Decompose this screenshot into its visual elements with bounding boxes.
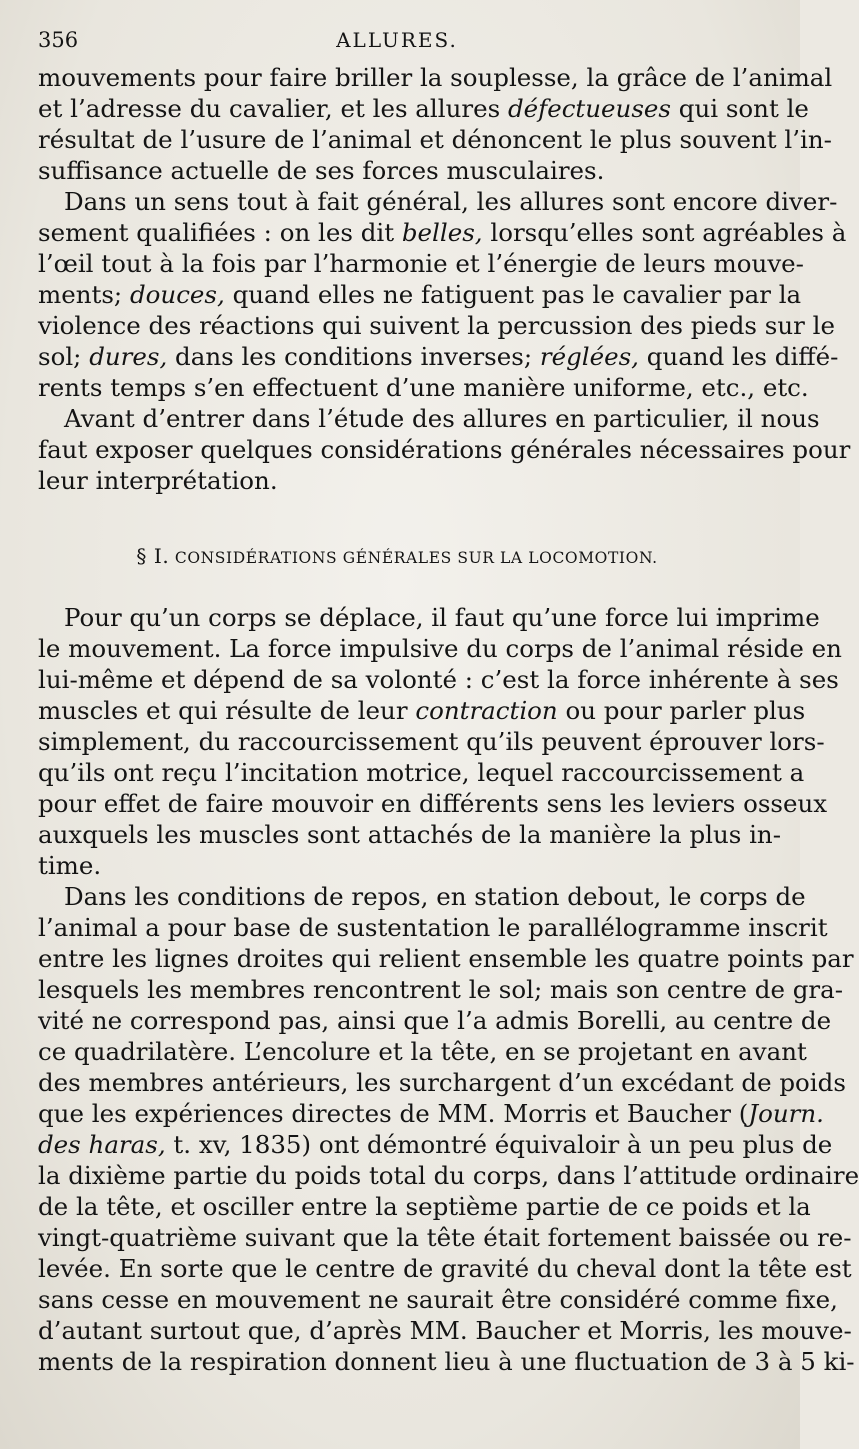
running-head: ALLURES.: [336, 28, 458, 52]
italic-text: belles,: [401, 218, 483, 247]
paragraph: [38, 186, 847, 403]
page-header: [38, 28, 756, 62]
paragraph: [38, 602, 842, 881]
text-line: simplement, du raccourcissement qu’ils peuvent éprouver lors-: [38, 727, 825, 756]
text-line: et l’adresse du cavalier, et les allures défectueuses qui sont le: [38, 94, 809, 123]
text-line: muscles et qui résulte de leur contraction ou pour parler plus: [38, 696, 806, 725]
text-line: levée. En sorte que le centre de gravité du cheval dont la tête est: [38, 1254, 852, 1283]
italic-text: douces,: [129, 280, 225, 309]
text-line: de la tête, et osciller entre la septième partie de ce poids et la: [38, 1192, 811, 1221]
text-line: sement qualifiées : on les dit belles, lorsqu’elles sont agréables à: [38, 218, 847, 247]
text-line: rents temps s’en effectuent d’une manière uniforme, etc., etc.: [38, 373, 809, 402]
italic-text: dures,: [89, 342, 168, 371]
text-line: ce quadrilatère. L’encolure et la tête, en se projetant en avant: [38, 1037, 807, 1066]
intro-text: [38, 62, 851, 496]
text-line: pour effet de faire mouvoir en différents sens les leviers osseux: [38, 789, 828, 818]
italic-text: Journ.: [748, 1099, 824, 1128]
text-line: ments; douces, quand elles ne fatiguent pas le cavalier par la: [38, 280, 802, 309]
text-line: résultat de l’usure de l’animal et dénoncent le plus souvent l’in-: [38, 125, 832, 154]
text-line: leur interprétation.: [38, 466, 278, 495]
text-line: suffisance actuelle de ses forces musculaires.: [38, 156, 605, 185]
italic-text: des haras,: [38, 1130, 166, 1159]
text-line: Dans les conditions de repos, en station debout, le corps de: [64, 882, 806, 911]
text-line: sol; dures, dans les conditions inverses; réglées, quand les diffé-: [38, 342, 839, 371]
section-mark: § I.: [136, 544, 170, 568]
paragraph: [38, 403, 851, 496]
page-number: 356: [38, 28, 79, 52]
italic-text: contraction: [415, 696, 558, 725]
paragraph: [38, 62, 833, 186]
text-line: auxquels les muscles sont attachés de la manière la plus in-: [38, 820, 781, 849]
text-line: l’animal a pour base de sustentation le parallélogramme inscrit: [38, 913, 828, 942]
section-heading: [38, 544, 756, 568]
text-line: la dixième partie du poids total du corps, dans l’attitude ordinaire: [38, 1161, 859, 1190]
text-line: faut exposer quelques considérations générales nécessaires pour: [38, 435, 851, 464]
section-title: CONSIDÉRATIONS GÉNÉRALES SUR LA LOCOMOTION.: [174, 549, 658, 567]
section-text: [38, 602, 859, 1377]
text-line: l’œil tout à la fois par l’harmonie et l’énergie de leurs mouve-: [38, 249, 804, 278]
text-line: lui-même et dépend de sa volonté : c’est la force inhérente à ses: [38, 665, 839, 694]
text-line: qu’ils ont reçu l’incitation motrice, lequel raccourcissement a: [38, 758, 805, 787]
text-line: le mouvement. La force impulsive du corps de l’animal réside en: [38, 634, 842, 663]
text-line: d’autant surtout que, d’après MM. Baucher et Morris, les mouve-: [38, 1316, 852, 1345]
text-line: des haras, t. xv, 1835) ont démontré équivaloir à un peu plus de: [38, 1130, 833, 1159]
text-line: mouvements pour faire briller la souplesse, la grâce de l’animal: [38, 63, 833, 92]
text-line: Pour qu’un corps se déplace, il faut qu’une force lui imprime: [64, 603, 820, 632]
text-line: violence des réactions qui suivent la percussion des pieds sur le: [38, 311, 835, 340]
text-line: que les expériences directes de MM. Morris et Baucher (Journ.: [38, 1099, 824, 1128]
text-line: Dans un sens tout à fait général, les allures sont encore diver-: [64, 187, 838, 216]
text-line: ments de la respiration donnent lieu à une fluctuation de 3 à 5 ki-: [38, 1347, 855, 1376]
text-line: vité ne correspond pas, ainsi que l’a admis Borelli, au centre de: [38, 1006, 832, 1035]
paragraph: [38, 881, 859, 1377]
text-line: vingt-quatrième suivant que la tête était fortement baissée ou re-: [38, 1223, 852, 1252]
italic-text: défectueuses: [507, 94, 671, 123]
text-line: lesquels les membres rencontrent le sol; mais son centre de gra-: [38, 975, 844, 1004]
text-line: Avant d’entrer dans l’étude des allures en particulier, il nous: [64, 404, 820, 433]
text-line: entre les lignes droites qui relient ensemble les quatre points par: [38, 944, 854, 973]
text-line: sans cesse en mouvement ne saurait être considéré comme fixe,: [38, 1285, 838, 1314]
text-line: des membres antérieurs, les surchargent d’un excédant de poids: [38, 1068, 846, 1097]
italic-text: réglées,: [539, 342, 639, 371]
text-line: time.: [38, 851, 102, 880]
